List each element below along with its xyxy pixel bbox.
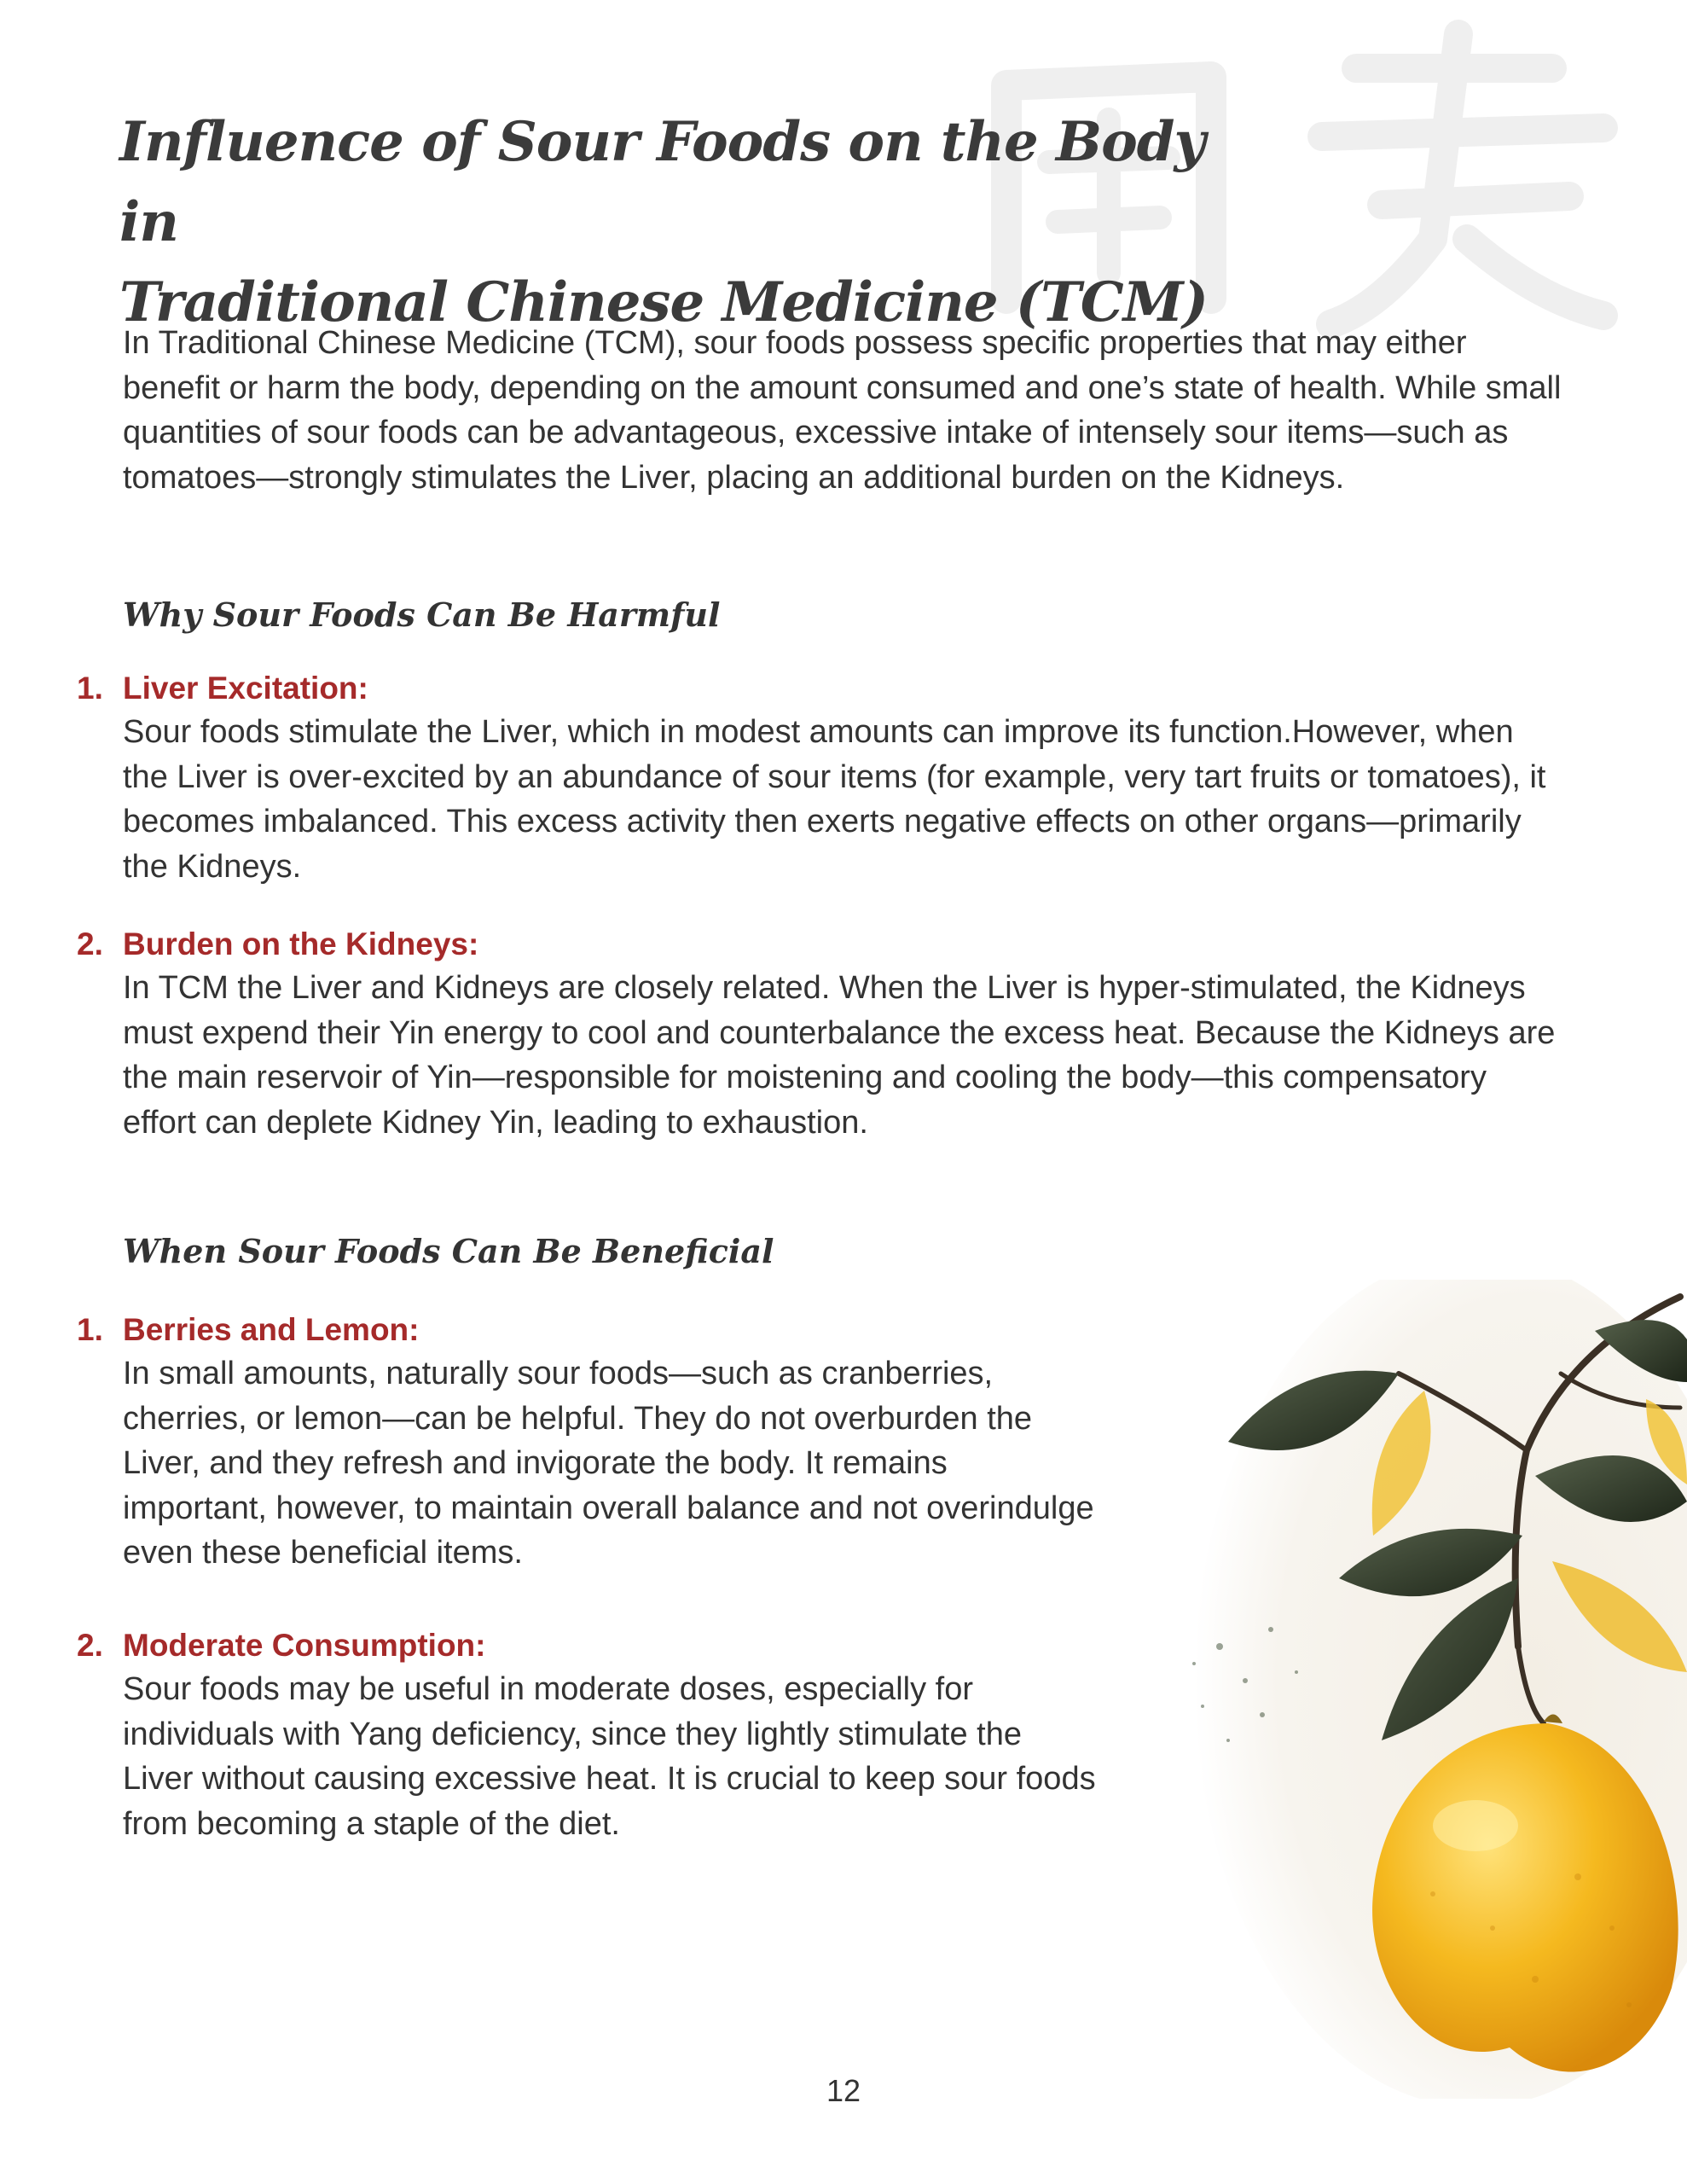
item-number: 1.	[77, 671, 103, 706]
item-title	[77, 1309, 1100, 1351]
item-title	[77, 667, 1561, 710]
harmful-section-heading: Why Sour Foods Can Be Harmful	[123, 595, 721, 634]
page-number: 12	[826, 2073, 861, 2108]
harmful-item-liver-excitation	[77, 667, 1561, 889]
intro-paragraph: In Traditional Chinese Medicine (TCM), sour foods possess specific properties that may either benefit or harm the body, depending on the amount consumed and one’s state of health. While small quantities of sour foods can be advantageous, excessive intake of intensely sour items—such as tomatoes—strongly stimulates the Liver, placing an additional burden on the Kidneys.	[123, 325, 1562, 496]
harmful-item-kidney-burden	[77, 923, 1561, 1145]
item-title	[77, 1624, 1100, 1667]
item-title	[77, 923, 1561, 966]
beneficial-section-heading: When Sour Foods Can Be Beneficial	[123, 1232, 774, 1270]
item-title-text: Liver Excitation:	[123, 671, 368, 706]
item-title-text: Moderate Consumption:	[123, 1628, 486, 1663]
item-number: 2.	[77, 1628, 103, 1663]
beneficial-item-berries-lemon	[77, 1309, 1100, 1576]
title-line-2: Traditional Chinese Medicine (TCM)	[119, 270, 1208, 334]
lemon-illustration-icon	[1168, 1280, 1687, 2099]
item-title-text: Berries and Lemon:	[123, 1312, 420, 1347]
item-body: In small amounts, naturally sour foods—such as cranberries, cherries, or lemon—can be helpful. They do not overburden the Liver, and they refresh and invigorate the body. It remains important, however, to maintain overall balance and not overindulge even these beneficial items.	[123, 1356, 1094, 1571]
page-title	[119, 102, 1228, 343]
title-line-1: Influence of Sour Foods on the Body in	[119, 110, 1205, 254]
item-number: 2.	[77, 926, 103, 961]
item-number: 1.	[77, 1312, 103, 1347]
item-title-text: Burden on the Kidneys:	[123, 926, 479, 961]
item-body: In TCM the Liver and Kidneys are closely related. When the Liver is hyper-stimulated, the Kidneys must expend their Yin energy to cool and counterbalance the excess heat. Because the Kidneys are the main reservoir of Yin—responsible for moistening and cooling the body—this compensatory effort can deplete Kidney Yin, leading to exhaustion.	[123, 970, 1556, 1141]
beneficial-item-moderate-consumption	[77, 1624, 1100, 1846]
item-body: Sour foods stimulate the Liver, which in modest amounts can improve its function.However, when the Liver is over-excited by an abundance of sour items (for example, very tart fruits or tomatoes), it becomes imbalanced. This excess activity then exerts negative effects on other organs—primarily the Kidneys.	[123, 714, 1546, 885]
item-body: Sour foods may be useful in moderate doses, especially for individuals with Yang deficiency, since they lightly stimulate the Liver without causing excessive heat. It is crucial to keep sour foods from becoming a staple of the diet.	[123, 1671, 1096, 1842]
